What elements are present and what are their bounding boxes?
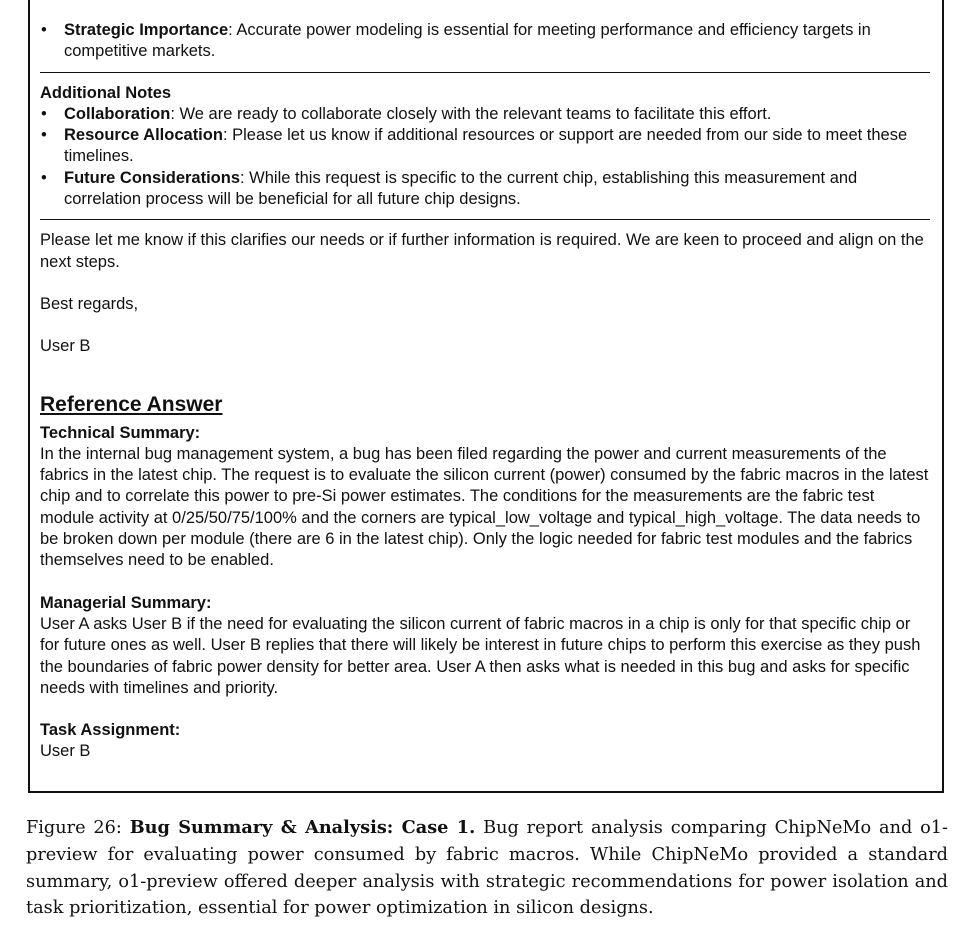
managerial-summary-text: User A asks User B if the need for evaluating the silicon current of fabric macros in a chip is only for that specific chip or for future ones as well. User B replies that there will likely be interest in future chips to perform this exercise as they push the boundaries of fabric power density for better area. User A then asks what is needed in this bug and asks for specific needs with timelines and priority. (40, 614, 921, 697)
task-assignment-text: User B (40, 742, 91, 761)
regards-line: Best regards, (40, 294, 139, 313)
managerial-summary-heading: Managerial Summary: (40, 593, 212, 612)
document-box (28, 0, 944, 793)
closing-paragraph: Please let me know if this clarifies our needs or if further information is required. We are keen to proceed and align on the next steps. (40, 231, 924, 271)
bullet-label: Strategic Importance (64, 21, 229, 39)
bullet-label: Future Considerations (64, 168, 241, 187)
top-bullet-list (40, 20, 930, 63)
bullet-label: Resource Allocation (64, 126, 223, 145)
list-item (40, 125, 930, 168)
bullet-text: : Please let us know if additional resources or support are needed from our side to meet these timelines. (64, 126, 908, 166)
divider (40, 219, 930, 220)
bullet-label: Collaboration (64, 104, 171, 123)
bullet-text: : While this request is specific to the current chip, establishing this measurement and correlation process will be beneficial for all future chip designs. (64, 168, 858, 209)
bullet-text: : We are ready to collaborate closely with the relevant teams to facilitate this effort. (170, 104, 772, 123)
technical-summary-text: In the internal bug management system, a bug has been filed regarding the power and current measurements of the fabrics in the latest chip. The request is to evaluate the silicon current (power) consumed by the fabric macros in the latest chip and to correlate this power to pre-Si power estimates. The conditions for the measurements are the fabric test module activity at 0/25/50/75/100% and the corners are typical_low_voltage and typical_high_voltage. The data needs to be broken down per module (there are 6 in the latest chip). Only the logic needed for fabric test modules and the fabrics themselves need to be enabled. (40, 444, 929, 570)
figure-caption-text: Bug report analysis comparing ChipNeMo and o1-preview for evaluating power consumed by fabric macros. While ChipNeMo provided a standard summary, o1-preview offered deeper analysis with strategic recommendations for power isolation and task prioritization, essential for power optimization in silicon designs. (26, 818, 948, 919)
additional-notes-heading: Additional Notes (40, 83, 172, 102)
figure-caption (26, 815, 948, 922)
figure-bold-title: Bug Summary & Analysis: Case 1. (129, 817, 476, 838)
technical-summary-heading: Technical Summary: (40, 423, 201, 442)
figure-label: Figure 26: (26, 818, 130, 838)
reference-answer-title: Reference Answer (40, 392, 223, 416)
list-item (40, 168, 930, 211)
list-item (40, 104, 930, 125)
divider (40, 72, 930, 73)
list-item (40, 20, 930, 63)
signature: User B (40, 337, 91, 356)
additional-notes-list (40, 104, 930, 210)
task-assignment-heading: Task Assignment: (40, 721, 181, 740)
bullet-text: : Accurate power modeling is essential for meeting performance and efficiency targets in competitive markets. (64, 21, 871, 61)
